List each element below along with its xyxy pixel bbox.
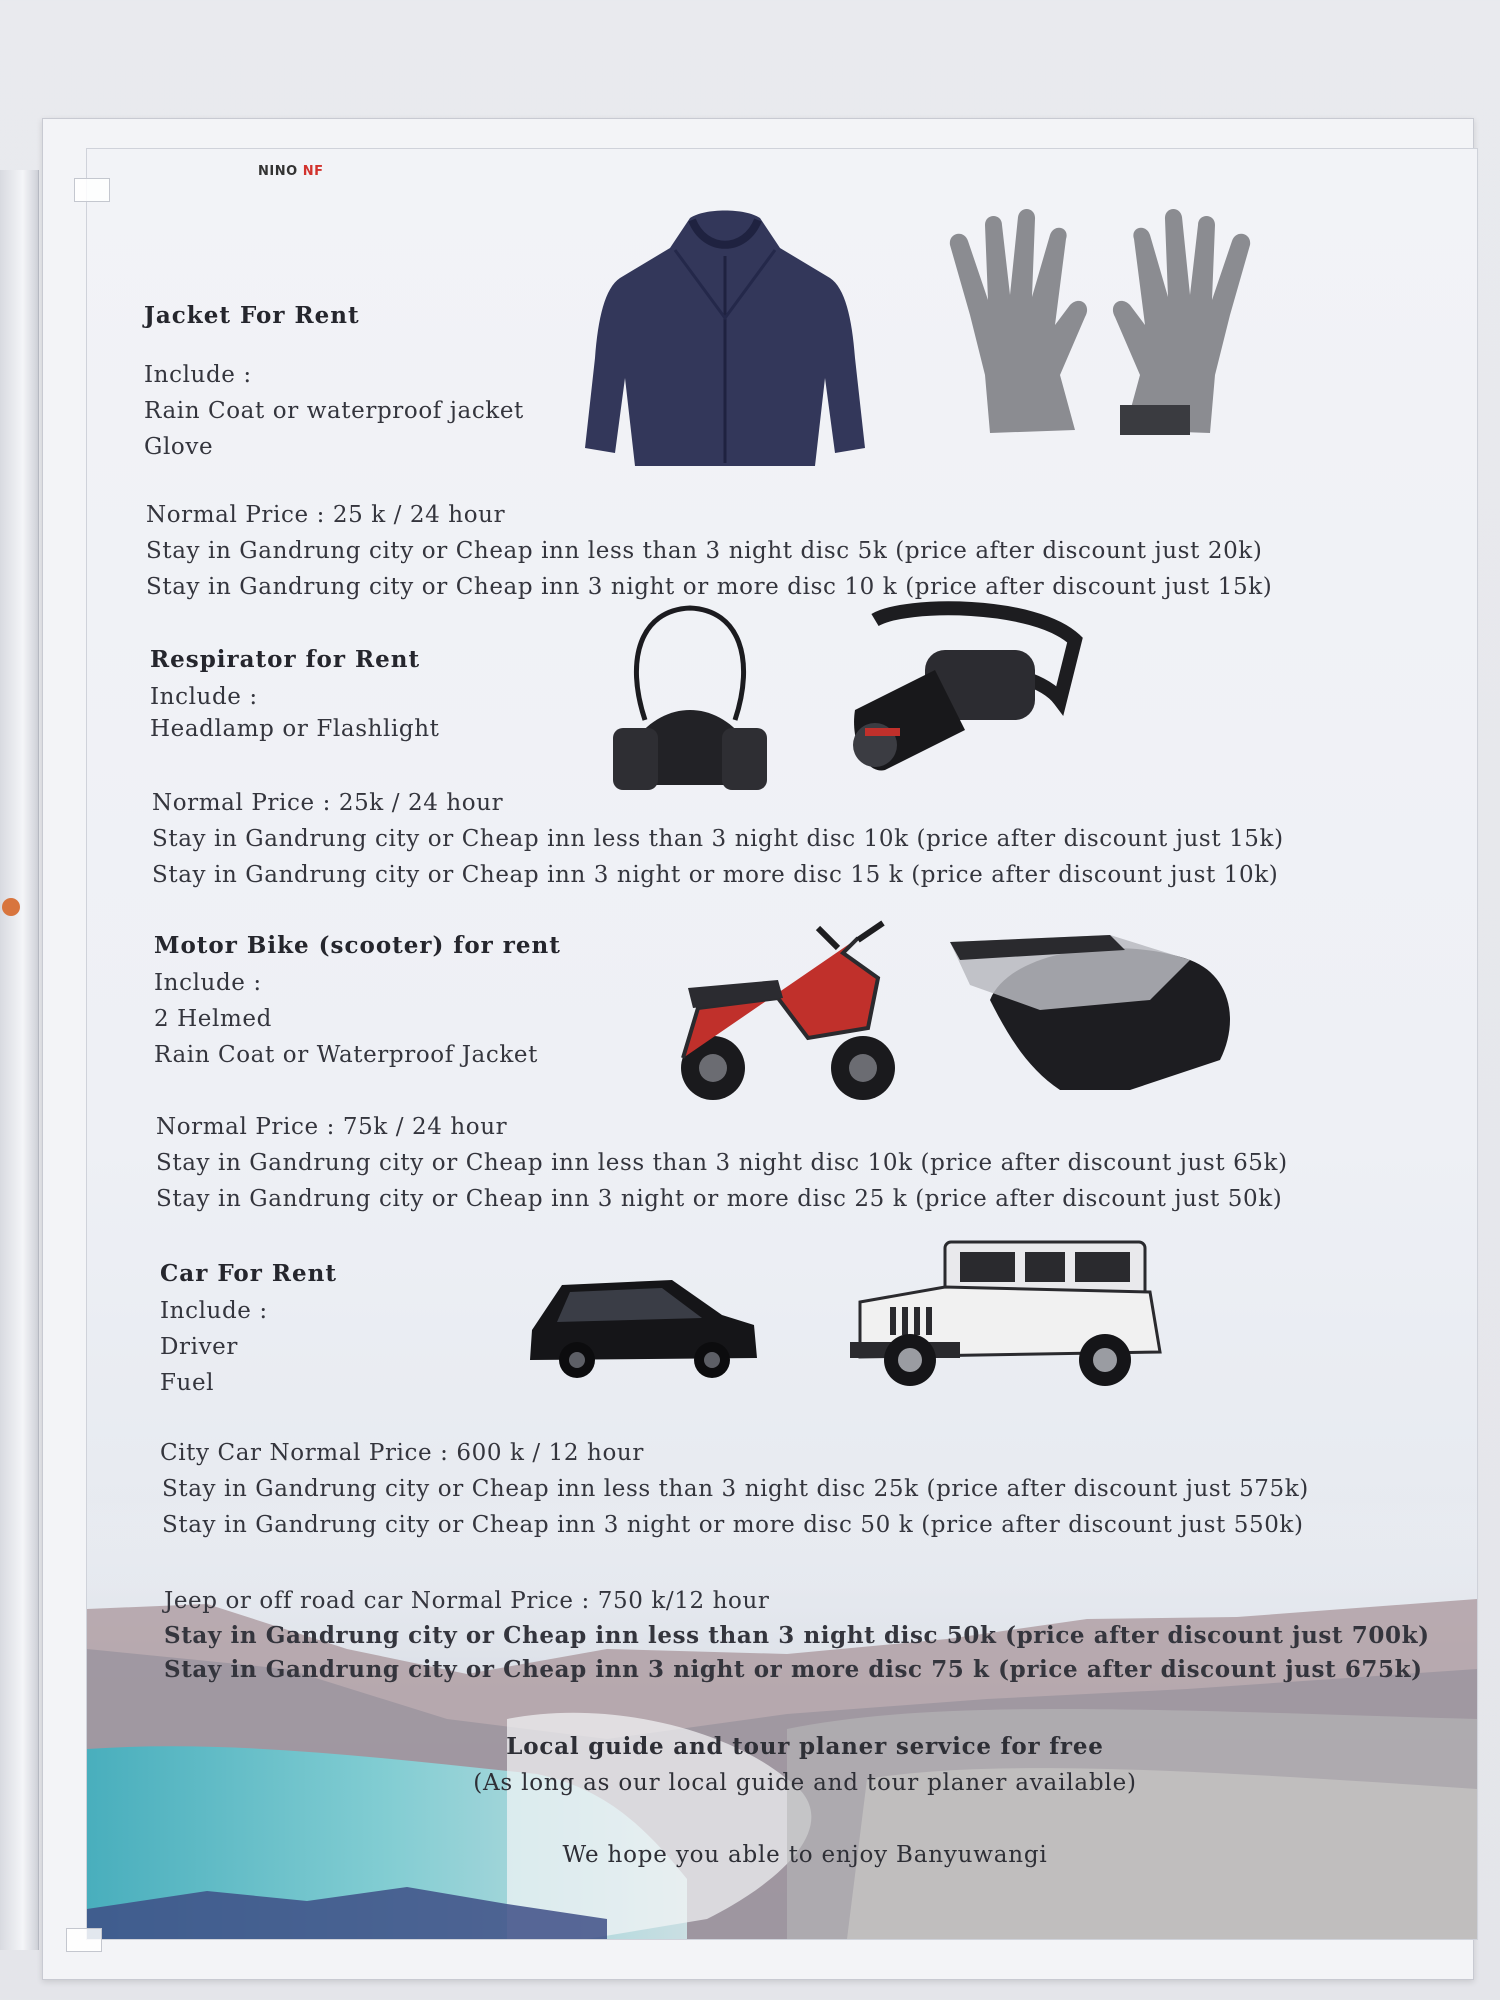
jeep-discount-short: Stay in Gandrung city or Cheap inn less than 3 night disc 50k (price after discount just 700k) — [164, 1622, 1430, 1649]
jacket-discount-short: Stay in Gandrung city or Cheap inn less than 3 night disc 5k (price after discount just 20k) — [146, 538, 1263, 564]
jeep-discount-long: Stay in Gandrung city or Cheap inn 3 night or more disc 75 k (price after discount just 675k) — [164, 1656, 1423, 1683]
volcano-crater-background — [87, 1499, 1477, 1939]
jeep-icon — [850, 1232, 1170, 1392]
glove-icon — [930, 205, 1270, 450]
adjacent-poster-edge — [0, 170, 39, 1950]
guide-service-note: (As long as our local guide and tour planer available) — [473, 1770, 1137, 1796]
respirator-icon — [605, 600, 775, 800]
respirator-discount-short: Stay in Gandrung city or Cheap inn less than 3 night disc 10k (price after discount just 15k) — [152, 826, 1284, 852]
helmet-icon — [950, 930, 1240, 1095]
jacket-discount-long: Stay in Gandrung city or Cheap inn 3 night or more disc 10 k (price after discount just 15k) — [146, 574, 1273, 600]
brand-part-1: NINO — [258, 164, 298, 179]
city-car-discount-long: Stay in Gandrung city or Cheap inn 3 night or more disc 50 k (price after discount just 550k) — [162, 1512, 1304, 1538]
car-include-label: Include : — [160, 1298, 268, 1324]
headlamp-icon — [845, 600, 1085, 780]
closing-message: We hope you able to enjoy Banyuwangi — [562, 1842, 1048, 1868]
jacket-section-title: Jacket For Rent — [144, 302, 360, 329]
car-include-item: Fuel — [160, 1370, 215, 1396]
motorbike-discount-long: Stay in Gandrung city or Cheap inn 3 night or more disc 25 k (price after discount just 50k) — [156, 1186, 1283, 1212]
city-car-discount-short: Stay in Gandrung city or Cheap inn less than 3 night disc 25k (price after discount just 575k) — [162, 1476, 1309, 1502]
jacket-icon — [580, 208, 870, 473]
motorbike-include-item: Rain Coat or Waterproof Jacket — [154, 1042, 538, 1068]
pushpin — [2, 898, 20, 916]
guide-service-title: Local guide and tour planer service for free — [506, 1733, 1104, 1760]
respirator-include-item: Headlamp or Flashlight — [150, 716, 440, 742]
respirator-normal-price: Normal Price : 25k / 24 hour — [152, 790, 504, 816]
jeep-normal-price: Jeep or off road car Normal Price : 750 k/12 hour — [164, 1588, 770, 1614]
motorbike-include-label: Include : — [154, 970, 262, 996]
jacket-include-item: Glove — [144, 434, 214, 460]
respirator-include-label: Include : — [150, 684, 258, 710]
tape-top-left — [74, 178, 110, 202]
city-car-icon — [522, 1270, 762, 1385]
motorbike-discount-short: Stay in Gandrung city or Cheap inn less than 3 night disc 10k (price after discount just 65k) — [156, 1150, 1288, 1176]
motorbike-section-title: Motor Bike (scooter) for rent — [154, 932, 561, 959]
jacket-normal-price: Normal Price : 25 k / 24 hour — [146, 502, 506, 528]
tape-bottom-left — [66, 1928, 102, 1952]
jacket-include-label: Include : — [144, 362, 252, 388]
motorbike-normal-price: Normal Price : 75k / 24 hour — [156, 1114, 508, 1140]
car-include-item: Driver — [160, 1334, 238, 1360]
scooter-icon — [668, 918, 913, 1108]
brand-logo — [258, 164, 323, 179]
jacket-include-item: Rain Coat or waterproof jacket — [144, 398, 524, 424]
respirator-section-title: Respirator for Rent — [150, 646, 421, 673]
car-section-title: Car For Rent — [160, 1260, 337, 1287]
city-car-normal-price: City Car Normal Price : 600 k / 12 hour — [160, 1440, 644, 1466]
motorbike-include-item: 2 Helmed — [154, 1006, 272, 1032]
brand-part-2: NF — [302, 164, 324, 179]
respirator-discount-long: Stay in Gandrung city or Cheap inn 3 night or more disc 15 k (price after discount just 10k) — [152, 862, 1279, 888]
